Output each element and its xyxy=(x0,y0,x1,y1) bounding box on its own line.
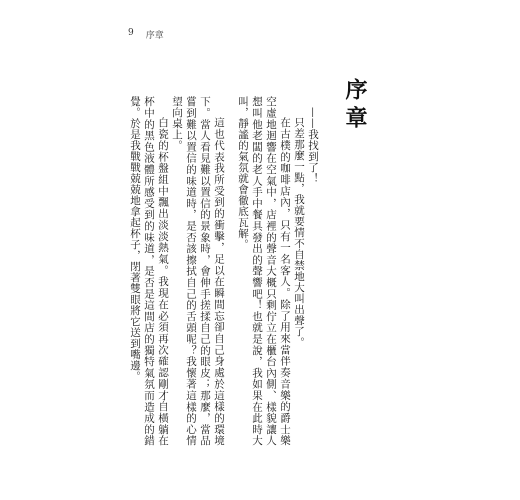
paragraph: 白瓷的杯盤組中飄出淡淡熱氣。我現在必須再次確認剛才自橫躺在杯中的黑色液體所感受到的味道，是否是這間店的獨特氣氛而造成的錯覺。於是我戰戰兢兢地拿起杯子，閉著雙眼將它送到嘴邊。 xyxy=(129,96,169,446)
paragraph: 只差那麼一點，我就要情不自禁地大叫出聲了。 xyxy=(293,117,305,348)
running-title: 序章 xyxy=(145,31,164,41)
paragraph-dialog: ——我找到了！ xyxy=(307,106,319,184)
chapter-title: 序章 xyxy=(342,78,368,134)
body-text xyxy=(129,96,320,446)
page-number: 9 xyxy=(128,28,134,38)
paragraph: 在古樸的咖啡店內，只有一名客人。除了用來當伴奏音樂的爵士樂空虛地迴響在空氣中，店裡的聲音大概只剩佇立在櫃台內側、樣貌讓人想叫他老闆的老人手中餐具發出的聲響吧！也就是說，我如果在此時大叫，靜謐的氣氛就會徹底瓦解。 xyxy=(237,96,291,446)
page-header xyxy=(128,28,164,41)
paragraph: 這也代表我所受到的衝擊，足以在瞬間忘卻自己身處於這樣的環境下。當人看見難以置信的景象時，會伸手搓揉自己的眼皮；那麼，當品嘗到難以置信的味道時，是否該擦拭自己的舌頭呢？我懷著這樣的心情望向桌上。 xyxy=(171,96,225,446)
